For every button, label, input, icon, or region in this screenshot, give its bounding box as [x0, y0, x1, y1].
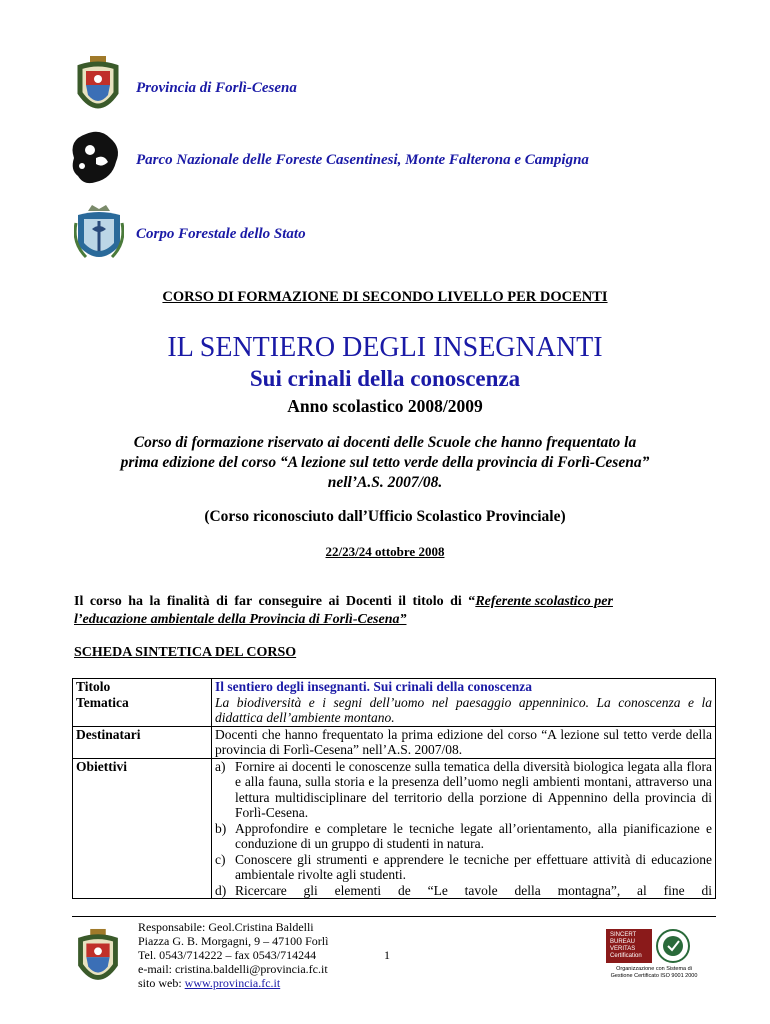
obiettivi-list — [212, 758, 716, 899]
obiettivi-label: Obiettivi — [73, 758, 212, 899]
cert-badge-line: Certification — [610, 953, 642, 959]
item-key: d) — [215, 882, 227, 898]
cert-badge — [606, 929, 652, 963]
footer-divider — [72, 916, 716, 917]
table-row — [73, 679, 716, 727]
item-key: a) — [215, 758, 226, 774]
list-item — [215, 759, 712, 821]
footer-website — [138, 976, 328, 990]
titolo-value: Il sentiero degli insegnanti. Sui crinali della conoscenza — [215, 679, 533, 694]
page-number: 1 — [384, 948, 390, 962]
footer-email: e-mail: cristina.baldelli@provincia.fc.it — [138, 962, 328, 976]
description-line: Corso di formazione riservato ai docenti delle Scuole che hanno frequentato la — [133, 434, 637, 451]
course-description — [0, 433, 770, 493]
province-coat-of-arms-icon — [72, 55, 124, 121]
item-text: Fornire ai docenti le conoscenze sulla tematica della diversità biologica legata alla flora e alla fauna, sulla storia e la presenza dell’uomo negli ambienti montani, attraverso una lettura multidisciplinare del territorio della porzione di Appennino della provincia di Forlì-Cesena. — [235, 758, 712, 820]
page-subtitle: Sui crinali della conoscenza — [249, 366, 521, 391]
destinatari-value: Docenti che hanno frequentato la prima edizione del corso “A lezione sul tetto verde della provincia di Forlì-Cesena” nell’A.S. 2007/08. — [212, 726, 716, 758]
institution-name-province: Provincia di Forlì-Cesena — [136, 80, 297, 96]
institution-name-park: Parco Nazionale delle Foreste Casentinesi, Monte Falterona e Campigna — [136, 152, 589, 168]
row-label — [73, 679, 212, 727]
tematica-label: Tematica — [76, 694, 129, 710]
purpose-title-part2: l’educazione ambientale della Provincia di Forlì-Cesena” — [74, 612, 407, 627]
item-text: Conoscere gli strumenti e apprendere le tecniche per effettuare attività di educazione ambientale rivolte agli studenti. — [235, 851, 712, 882]
titolo-label: Titolo — [76, 679, 111, 694]
certification-mark — [606, 928, 702, 980]
footer-phone: Tel. 0543/714222 – fax 0543/714244 — [138, 948, 317, 962]
list-item — [215, 821, 712, 852]
school-year: Anno scolastico 2008/2009 — [287, 396, 483, 416]
institution-name-forestry: Corpo Forestale dello Stato — [136, 226, 306, 242]
footer-address: Piazza G. B. Morgagni, 9 – 47100 Forlì — [138, 934, 329, 948]
footer-web-label: sito web: — [138, 976, 185, 990]
row-value — [212, 679, 716, 727]
cert-badge-line: SINCERT — [610, 932, 637, 938]
description-line: prima edizione del corso “A lezione sul tetto verde della provincia di Forlì-Cesena” — [120, 454, 650, 471]
recognition-note: (Corso riconosciuto dall’Ufficio Scolastico Provinciale) — [204, 508, 566, 525]
park-logo-icon — [66, 128, 124, 188]
course-purpose — [74, 593, 698, 629]
list-item — [215, 883, 712, 899]
cert-caption-line: Organizzazione con Sistema di — [616, 966, 692, 972]
bureau-veritas-icon — [652, 928, 694, 964]
province-coat-of-arms-footer-icon — [72, 928, 124, 992]
table-row — [73, 726, 716, 758]
cert-badge-line: BUREAU VERITAS — [610, 939, 636, 952]
summary-heading: SCHEDA SINTETICA DEL CORSO — [74, 645, 297, 660]
description-line: nell’A.S. 2007/08. — [327, 474, 443, 491]
item-text: Ricercare gli elementi de “Le tavole della montagna”, al fine di — [235, 882, 712, 898]
footer-responsible: Responsabile: Geol.Cristina Baldelli — [138, 920, 314, 934]
list-item — [215, 852, 712, 883]
website-link[interactable]: www.provincia.fc.it — [184, 976, 281, 990]
cert-caption-line: Gestione Certificato ISO 9001 2000 — [610, 973, 698, 979]
page-title: IL SENTIERO DEGLI INSEGNANTI — [167, 332, 603, 363]
purpose-prefix: Il corso ha la finalità di far conseguire ai Docenti il titolo di “ — [74, 594, 476, 609]
course-dates: 22/23/24 ottobre 2008 — [325, 544, 445, 559]
tematica-value: La biodiversità e i segni dell’uomo nel paesaggio appenninico. La conoscenza e la didattica dell’ambiente montano. — [215, 694, 712, 725]
forestry-corps-emblem-icon — [74, 203, 124, 269]
item-key: c) — [215, 851, 226, 867]
course-level: CORSO DI FORMAZIONE DI SECONDO LIVELLO PER DOCENTI — [162, 289, 608, 305]
item-text: Approfondire e completare le tecniche legate all’orientamento, alla pianificazione e conduzione di un gruppo di studenti in natura. — [235, 820, 712, 851]
cert-caption — [606, 966, 702, 980]
summary-table — [72, 678, 716, 899]
destinatari-label: Destinatari — [73, 726, 212, 758]
item-key: b) — [215, 820, 227, 836]
footer-contacts — [138, 920, 328, 990]
purpose-title-part1: Referente scolastico per — [475, 594, 613, 609]
table-row — [73, 758, 716, 899]
